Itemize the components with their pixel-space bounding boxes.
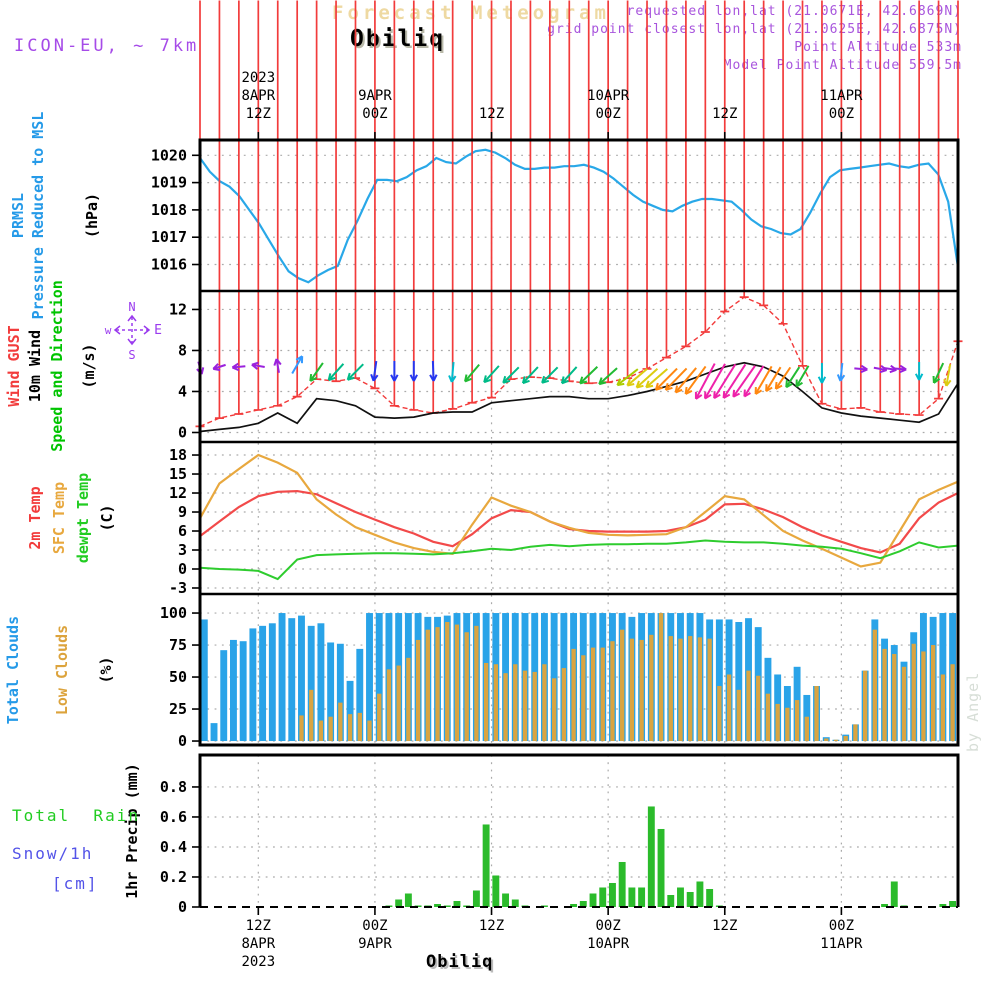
svg-text:12: 12 xyxy=(168,300,187,319)
svg-text:Wind GUST: Wind GUST xyxy=(5,325,23,407)
requested-coords: requested lon,lat (21.0671E, 42.6869N) xyxy=(626,4,962,19)
svg-text:00Z: 00Z xyxy=(595,918,621,934)
gridpoint-coords: grid point closest lon,lat (21.0625E, 42.6875N) xyxy=(547,22,962,37)
watermark: by Angel xyxy=(964,671,982,752)
svg-text:2m Temp: 2m Temp xyxy=(26,486,44,550)
snow-label: Snow/1h xyxy=(12,844,94,863)
svg-text:N: N xyxy=(128,300,136,314)
svg-text:0: 0 xyxy=(177,732,187,751)
wind-direction-arrows xyxy=(197,356,951,399)
svg-text:75: 75 xyxy=(168,636,187,655)
snow-unit-label: [cm] xyxy=(52,874,99,893)
svg-text:0: 0 xyxy=(177,423,187,442)
svg-text:4: 4 xyxy=(177,382,187,401)
svg-text:-3: -3 xyxy=(168,578,187,597)
svg-text:1018: 1018 xyxy=(150,200,187,219)
svg-text:12Z: 12Z xyxy=(478,106,505,122)
svg-text:dewpt Temp: dewpt Temp xyxy=(74,472,92,564)
svg-text:00Z: 00Z xyxy=(828,106,855,122)
svg-text:50: 50 xyxy=(168,668,187,687)
svg-text:25: 25 xyxy=(168,700,187,719)
svg-text:2023: 2023 xyxy=(241,70,276,86)
svg-text:0.8: 0.8 xyxy=(159,777,187,796)
svg-text:E: E xyxy=(154,323,162,338)
svg-text:12: 12 xyxy=(168,484,187,503)
svg-text:15: 15 xyxy=(168,465,187,484)
svg-text:(%): (%) xyxy=(97,656,115,684)
svg-text:12Z: 12Z xyxy=(712,918,738,934)
svg-text:0.4: 0.4 xyxy=(159,837,187,856)
svg-text:00Z: 00Z xyxy=(595,106,621,122)
svg-text:18: 18 xyxy=(168,446,187,465)
svg-text:00Z: 00Z xyxy=(828,918,855,934)
panel-temperature xyxy=(26,443,958,597)
panel-precip xyxy=(123,755,958,916)
svg-text:Total Clouds: Total Clouds xyxy=(4,615,22,725)
svg-text:Pressure Reduced to MSL: Pressure Reduced to MSL xyxy=(29,111,47,320)
svg-text:1hr Precip (mm): 1hr Precip (mm) xyxy=(123,763,141,899)
svg-text:12Z: 12Z xyxy=(245,106,271,122)
svg-text:100: 100 xyxy=(159,604,187,623)
panel-pressure xyxy=(9,112,958,320)
svg-text:1019: 1019 xyxy=(150,173,187,192)
svg-text:0: 0 xyxy=(177,898,187,916)
svg-text:10APR: 10APR xyxy=(587,88,630,104)
svg-text:w: w xyxy=(104,324,112,337)
svg-text:(m/s): (m/s) xyxy=(80,343,98,389)
svg-text:0.2: 0.2 xyxy=(159,867,187,886)
svg-text:6: 6 xyxy=(177,522,187,541)
page-title: Forecast Meteogram xyxy=(332,2,610,24)
svg-text:S: S xyxy=(128,348,136,362)
svg-text:12Z: 12Z xyxy=(478,918,505,934)
svg-text:9APR: 9APR xyxy=(358,88,392,104)
model-name: ICON-EU, ~ 7km xyxy=(14,36,200,56)
svg-text:(C): (C) xyxy=(98,504,116,532)
svg-text:1016: 1016 xyxy=(150,255,187,274)
footer-station-name: Obiliq xyxy=(426,952,494,972)
svg-text:PRMSL: PRMSL xyxy=(9,192,27,239)
svg-text:8: 8 xyxy=(177,341,187,360)
panel-wind xyxy=(5,1,963,452)
panel-clouds xyxy=(4,595,958,750)
svg-text:Low Clouds: Low Clouds xyxy=(53,624,71,716)
svg-text:00Z: 00Z xyxy=(362,106,388,122)
point-altitude: Point Altitude 533m xyxy=(794,40,962,55)
station-name: Obiliq xyxy=(350,26,446,52)
svg-text:(hPa): (hPa) xyxy=(83,192,101,239)
total-rain-label: Total Rain xyxy=(12,806,140,825)
svg-text:12Z: 12Z xyxy=(245,918,271,934)
series-2m-temp xyxy=(200,491,958,552)
svg-text:00Z: 00Z xyxy=(362,918,388,934)
model-point-altitude: Model Point Altitude 559.5m xyxy=(723,58,962,73)
svg-text:8APR: 8APR xyxy=(241,88,276,104)
svg-text:9APR: 9APR xyxy=(358,936,392,952)
svg-text:8APR: 8APR xyxy=(241,936,276,952)
svg-text:10m Wind: 10m Wind xyxy=(26,329,44,403)
svg-text:12Z: 12Z xyxy=(712,106,738,122)
svg-text:0: 0 xyxy=(177,560,187,579)
series-prmsl xyxy=(200,150,958,282)
svg-text:10APR: 10APR xyxy=(587,936,630,952)
panel-frames xyxy=(200,140,958,907)
svg-text:3: 3 xyxy=(177,541,187,560)
svg-text:Speed and Direction: Speed and Direction xyxy=(48,280,66,452)
compass-legend xyxy=(105,300,162,362)
svg-text:11APR: 11APR xyxy=(820,88,863,104)
svg-text:2023: 2023 xyxy=(241,954,276,970)
series-10m-wind xyxy=(200,363,958,432)
svg-text:11APR: 11APR xyxy=(820,936,863,952)
svg-text:9: 9 xyxy=(177,503,187,522)
series-wind-gust xyxy=(200,297,958,426)
svg-text:1020: 1020 xyxy=(150,146,187,165)
bars-total-rain xyxy=(385,806,956,907)
svg-text:1017: 1017 xyxy=(150,228,187,247)
svg-text:0.6: 0.6 xyxy=(159,807,187,826)
svg-text:SFC Temp: SFC Temp xyxy=(50,481,68,555)
